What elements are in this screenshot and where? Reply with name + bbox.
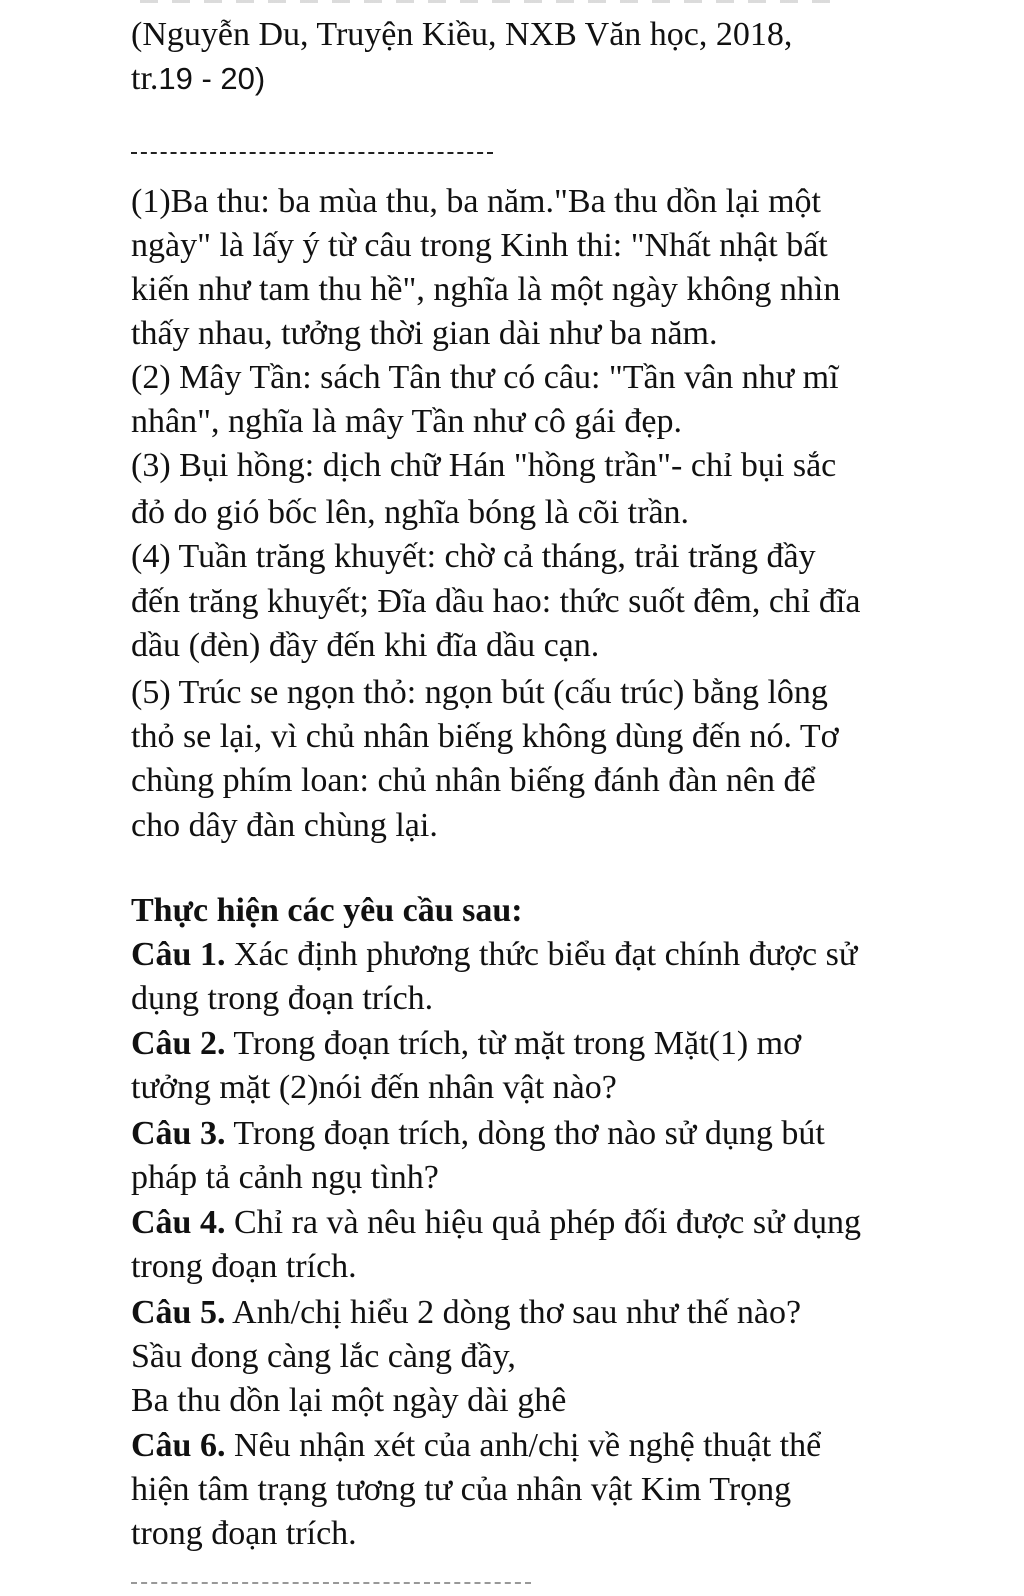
question-label: Câu 5. <box>131 1294 226 1331</box>
note-line: cho dây đàn chùng lại. <box>131 807 438 844</box>
question-5: Câu 5. Anh/chị hiểu 2 dòng thơ sau như thế nào? <box>131 1294 802 1331</box>
note-line: kiến như tam thu hề", nghĩa là một ngày không nhìn <box>131 271 841 308</box>
note-line: chùng phím loan: chủ nhân biếng đánh đàn nên để <box>131 762 816 799</box>
question-label: Câu 6. <box>131 1427 226 1464</box>
note-line: đến trăng khuyết; Đĩa dầu hao: thức suốt đêm, chỉ đĩa <box>131 583 861 620</box>
note-line: (1)Ba thu: ba mùa thu, ba năm."Ba thu dồn lại một <box>131 183 821 220</box>
question-label: Câu 4. <box>131 1204 226 1241</box>
bottom-cut-edge <box>131 1582 531 1584</box>
question-label: Câu 1. <box>131 936 226 973</box>
note-line: nhân", nghĩa là mây Tần như cô gái đẹp. <box>131 403 682 440</box>
note-line: (4) Tuần trăng khuyết: chờ cả tháng, trải trăng đầy <box>131 538 816 575</box>
divider-line <box>131 152 493 154</box>
note-line: ngày" là lấy ý từ câu trong Kinh thi: "Nhất nhật bất <box>131 227 828 264</box>
poem-line: Sầu đong càng lắc càng đầy, <box>131 1338 516 1375</box>
question-line: dụng trong đoạn trích. <box>131 980 434 1017</box>
task-heading: Thực hiện các yêu cầu sau: <box>131 892 523 929</box>
citation-pages: 19 - 20) <box>158 61 266 96</box>
question-2: Câu 2. Trong đoạn trích, từ mặt trong Mặt(1) mơ <box>131 1025 802 1062</box>
question-line: trong đoạn trích. <box>131 1515 357 1552</box>
note-line: (2) Mây Tần: sách Tân thư có câu: "Tần vân như mĩ <box>131 359 839 396</box>
citation-line-1: (Nguyễn Du, Truyện Kiều, NXB Văn học, 2018, <box>131 16 793 53</box>
note-line: thấy nhau, tưởng thời gian dài như ba năm. <box>131 315 718 352</box>
note-line: (5) Trúc se ngọn thỏ: ngọn bút (cấu trúc) bằng lông <box>131 674 828 711</box>
note-line: (3) Bụi hồng: dịch chữ Hán "hồng trần"- chỉ bụi sắc <box>131 447 837 484</box>
question-6: Câu 6. Nêu nhận xét của anh/chị về nghệ thuật thể <box>131 1427 822 1464</box>
question-3: Câu 3. Trong đoạn trích, dòng thơ nào sử dụng bút <box>131 1115 825 1152</box>
note-line: dầu (đèn) đầy đến khi đĩa dầu cạn. <box>131 627 600 664</box>
question-1: Câu 1. Xác định phương thức biểu đạt chính được sử <box>131 936 858 973</box>
citation-line-2 <box>131 56 265 101</box>
citation-page-prefix: tr. <box>131 60 159 97</box>
top-cut-edge <box>140 0 840 3</box>
question-label: Câu 2. <box>131 1025 226 1062</box>
question-line: hiện tâm trạng tương tư của nhân vật Kim Trọng <box>131 1471 792 1508</box>
question-4: Câu 4. Chỉ ra và nêu hiệu quả phép đối được sử dụng <box>131 1204 862 1241</box>
question-line: pháp tả cảnh ngụ tình? <box>131 1159 439 1196</box>
note-line: thỏ se lại, vì chủ nhân biếng không dùng đến nó. Tơ <box>131 718 839 755</box>
question-line: trong đoạn trích. <box>131 1248 357 1285</box>
question-line: tưởng mặt (2)nói đến nhân vật nào? <box>131 1069 617 1106</box>
note-line: đỏ do gió bốc lên, nghĩa bóng là cõi trần. <box>131 494 690 531</box>
question-label: Câu 3. <box>131 1115 226 1152</box>
poem-line: Ba thu dồn lại một ngày dài ghê <box>131 1382 567 1419</box>
